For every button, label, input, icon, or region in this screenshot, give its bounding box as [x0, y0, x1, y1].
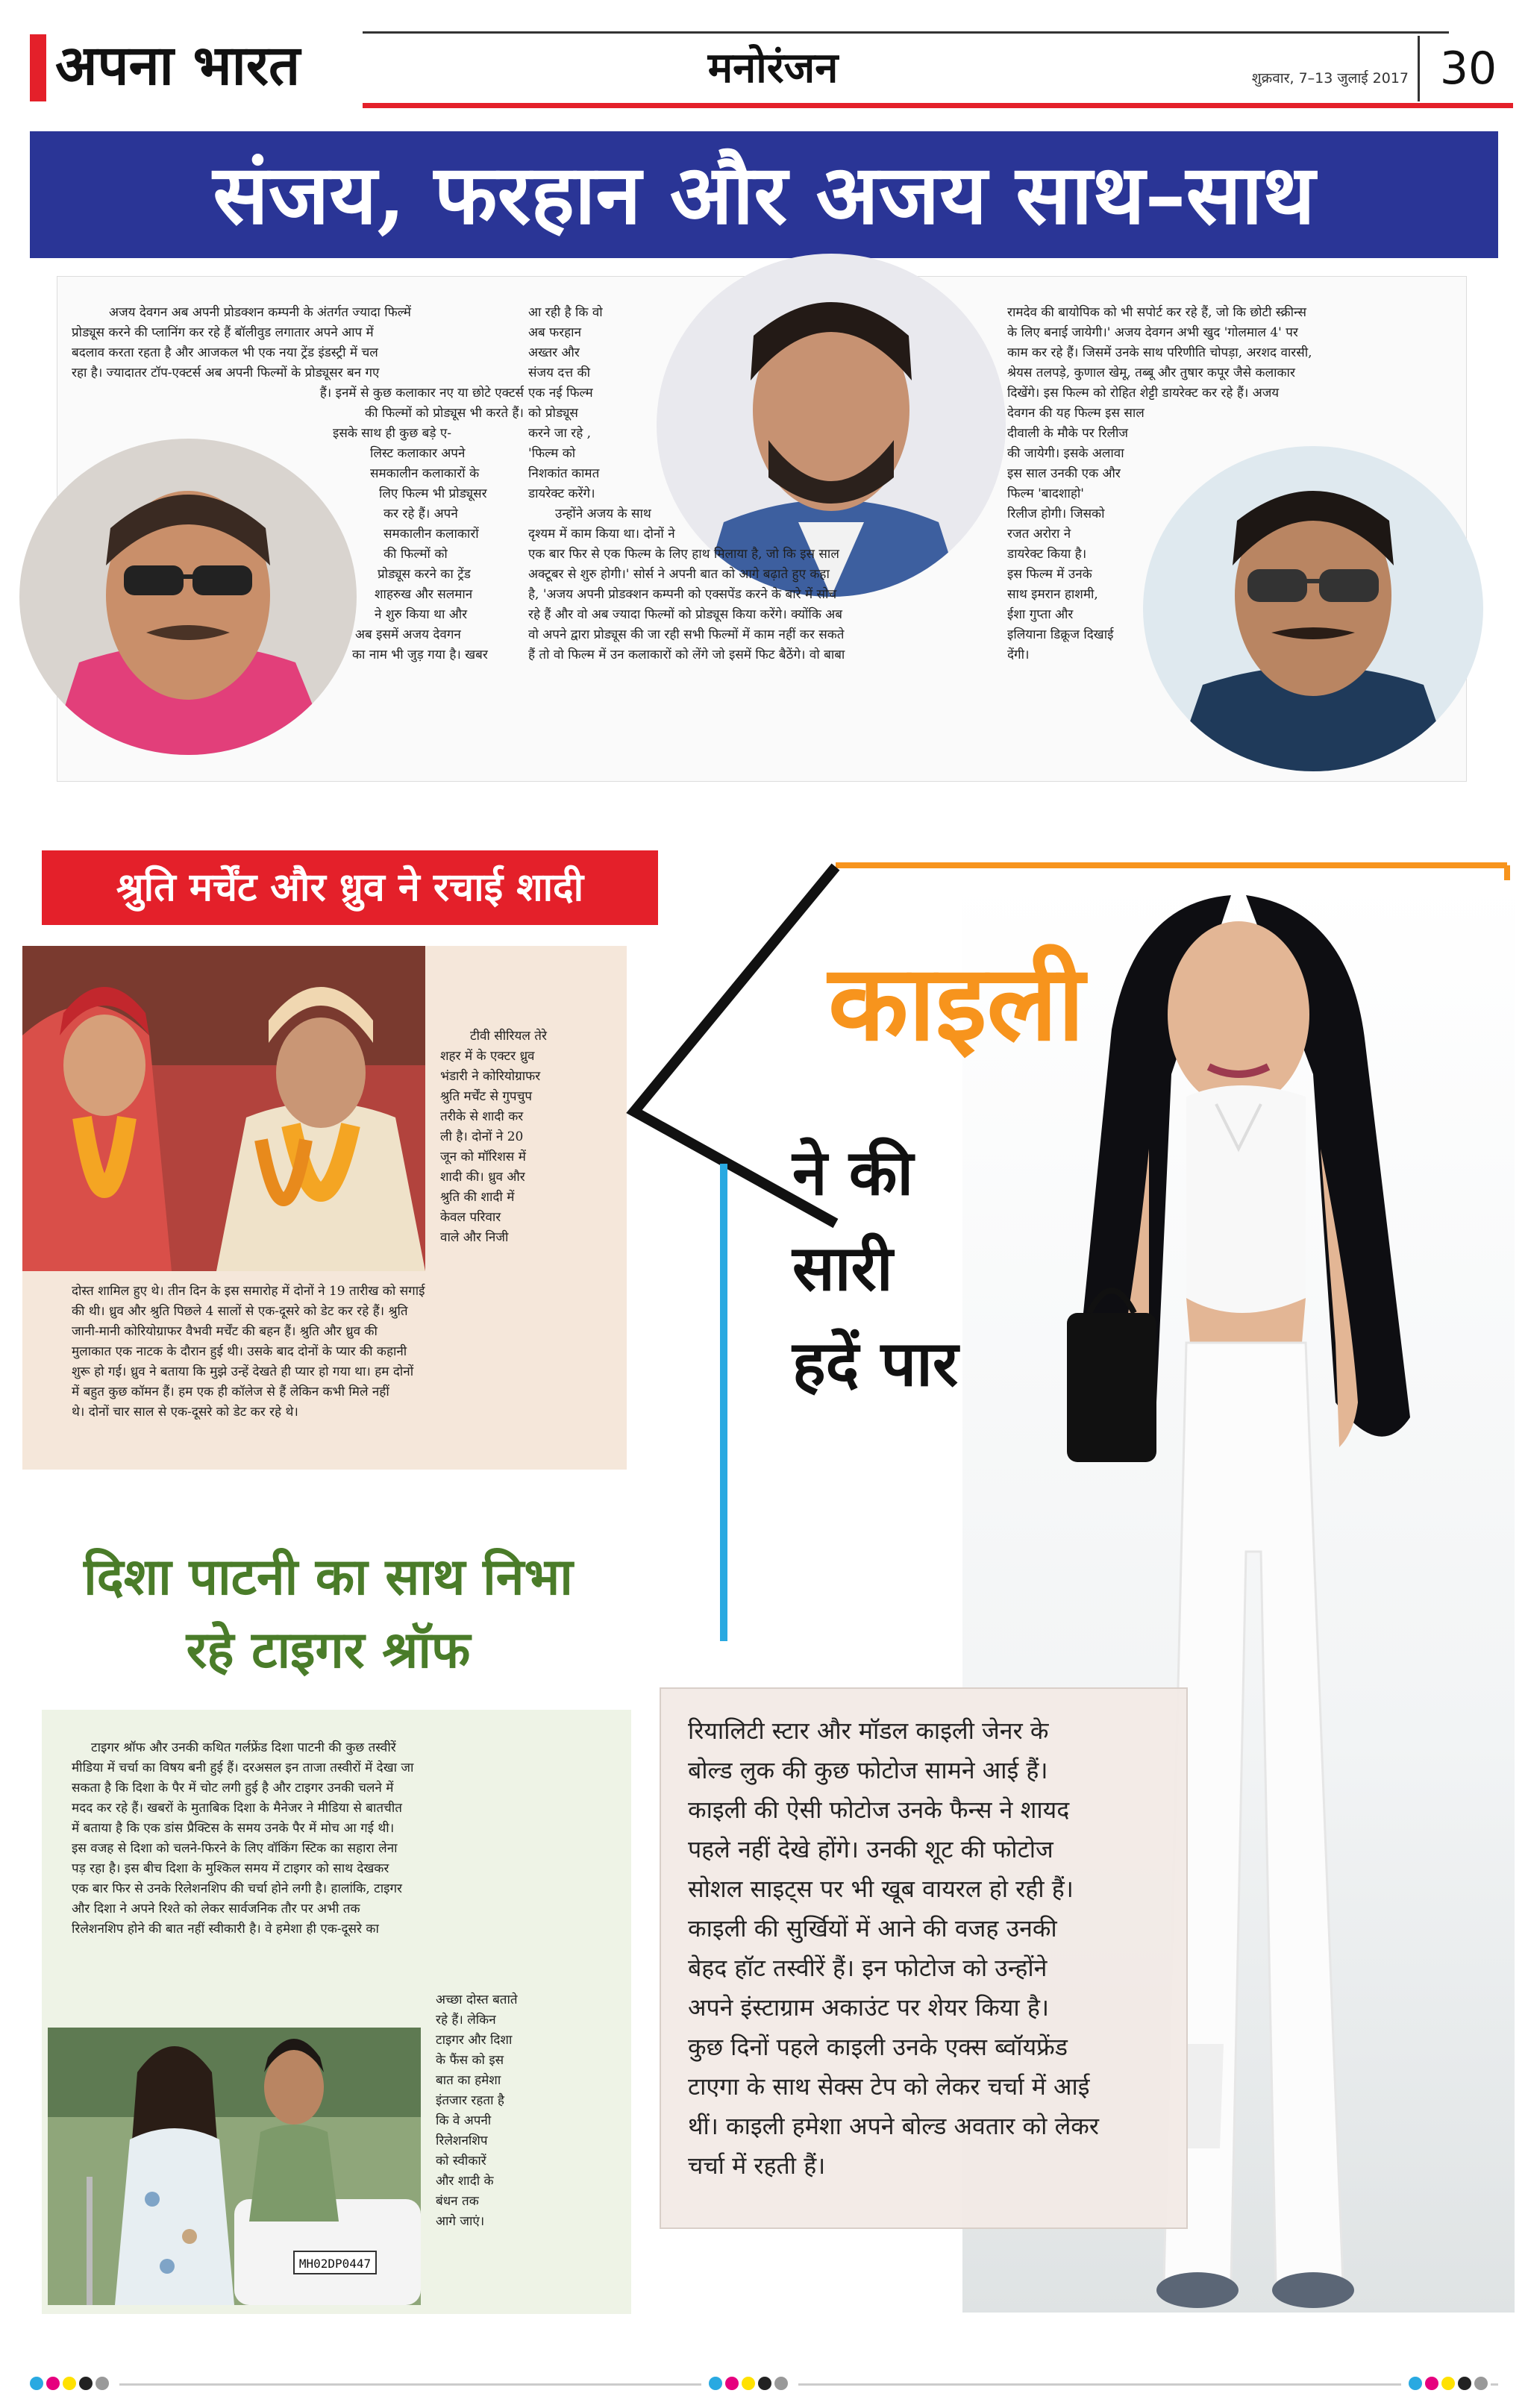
kylie-headline-big: काइली	[828, 942, 1085, 1065]
paper-name: अपना भारत	[55, 34, 301, 98]
main-col2-line: दृश्यम में काम किया था। दोनों ने	[528, 527, 675, 542]
main-col3-line: श्रेयस तलपड़े, कुणाल खेमू, तब्बू और तुषार कपूर जैसे कलाकार	[1007, 366, 1295, 380]
shruti-bottom-line: की थी। ध्रुव और श्रुति पिछले 4 सालों से एक-दूसरे को डेट कर रहे हैं। श्रुति	[72, 1304, 408, 1319]
disha-side-line: बात का हमेशा	[436, 2073, 501, 2088]
footer-dots-left	[30, 2377, 119, 2393]
color-dot	[1425, 2377, 1438, 2390]
color-dot	[725, 2377, 739, 2390]
main-col1-line: अजय देवगन अब अपनी प्रोडक्शन कम्पनी के अंतर्गत ज्यादा फिल्में	[109, 305, 411, 320]
main-col3-line: की जायेगी। इसके अलावा	[1007, 446, 1124, 461]
color-dot	[96, 2377, 109, 2390]
shruti-bottom-line: जानी-मानी कोरियोग्राफर वैभवी मर्चेंट की बहन हैं। श्रुति और ध्रुव की	[72, 1324, 378, 1339]
disha-line: एक बार फिर से उनके रिलेशनशिप की चर्चा होने लगी है। हालांकि, टाइगर	[72, 1881, 402, 1896]
shruti-side-line: ली है। दोनों ने 20	[440, 1129, 524, 1144]
disha-side-line: अच्छा दोस्त बताते	[436, 1992, 518, 2007]
disha-line: और दिशा ने अपने रिश्ते को लेकर सार्वजनिक तौर पर अभी तक	[72, 1901, 360, 1916]
main-col2-line: है, 'अजय अपनी प्रोडक्शन कम्पनी को एक्सपेंड करने के बारे में सोच	[528, 587, 837, 602]
main-col3-line: देवगन की यह फिल्म इस साल	[1007, 406, 1145, 421]
shruti-side-line: केवल परिवार	[440, 1210, 501, 1225]
shruti-bottom-line: दोस्त शामिल हुए थे। तीन दिन के इस समारोह में दोनों ने 19 तारीख को सगाई	[72, 1284, 425, 1299]
page-divider	[1418, 36, 1420, 101]
disha-side-line: टाइगर और दिशा	[436, 2033, 513, 2048]
color-dot	[758, 2377, 771, 2390]
main-col1-line: प्रोड्यूस करने की प्लानिंग कर रहे हैं बॉलीवुड लगातार अपने आप में	[72, 325, 374, 340]
disha-side-line: के फैंस को इस	[436, 2053, 504, 2068]
masthead-red-rule	[363, 103, 1513, 108]
main-col3-line: इस साल उनकी एक और	[1007, 466, 1121, 481]
shruti-side-line: तरीके से शादी कर	[440, 1109, 524, 1124]
footer-dots-center	[701, 2377, 798, 2393]
shruti-headline: श्रुति मर्चेंट और ध्रुव ने रचाई शादी	[116, 865, 584, 910]
color-dot	[30, 2377, 43, 2390]
shruti-side-line: श्रुति की शादी में	[440, 1190, 515, 1205]
main-headline: संजय, फरहान और अजय साथ–साथ	[213, 146, 1315, 242]
shruti-side-line: शादी की। ध्रुव और	[440, 1170, 525, 1185]
main-col1-line: समकालीन कलाकारों	[383, 527, 479, 542]
color-dot	[1409, 2377, 1422, 2390]
main-col3-line: रामदेव की बायोपिक को भी सपोर्ट कर रहे हैं, जो कि छोटी स्क्रीन्स	[1007, 305, 1306, 320]
shruti-bottom-line: थे। दोनों चार साल से एक-दूसरे को डेट कर रहे थे।	[72, 1405, 298, 1420]
main-col1-line: लिए फिल्म भी प्रोड्यूसर	[379, 486, 487, 501]
kylie-body-line: काइली की सुर्खियों में आने की वजह उनकी	[688, 1914, 1057, 1943]
color-dot	[1441, 2377, 1455, 2390]
main-col2-line: अख्तर और	[528, 345, 580, 360]
main-col2-line: संजय दत्त की	[528, 366, 591, 380]
kylie-body-line: पहले नहीं देखे होंगे। उनकी शूट की फोटोज	[688, 1835, 1053, 1863]
shruti-side-line: शहर में के एक्टर ध्रुव	[440, 1049, 535, 1064]
color-dot	[63, 2377, 76, 2390]
shruti-headline-banner	[42, 850, 658, 925]
main-col1-line: का नाम भी जुड़ गया है। खबर	[352, 648, 488, 662]
disha-side-text	[436, 1990, 585, 2232]
shruti-side-line: श्रुति मर्चेंट से गुपचुप	[440, 1089, 533, 1104]
main-col3-line: रजत अरोरा ने	[1007, 527, 1071, 542]
main-col3-line: डायरेक्ट किया है।	[1007, 547, 1087, 562]
main-col2-line: 'फिल्म को	[528, 446, 576, 461]
shruti-bottom-line: शुरू हो गई। ध्रुव ने बताया कि मुझे उन्हें देखते ही प्यार हो गया था। हम दोनों	[72, 1364, 414, 1379]
main-col2-line: हैं तो वो फिल्म में उन कलाकारों को लेंगे जो इसमें फिट बैठेंगे। वो बाबा	[528, 648, 845, 662]
footer-dots-right	[1401, 2377, 1491, 2393]
color-dot	[79, 2377, 93, 2390]
footer-bar	[30, 2377, 1498, 2393]
main-col1-line: ने शुरु किया था और	[375, 607, 468, 622]
main-col1	[72, 303, 524, 773]
disha-side-line: कि वे अपनी	[436, 2113, 492, 2128]
disha-line: मदद कर रहे हैं। खबरों के मुताबिक दिशा के मैनेजर ने मीडिया से बातचीत	[72, 1801, 402, 1816]
disha-headline-line2: रहे टाइगर श्रॉफ	[186, 1620, 471, 1680]
kylie-body-line: टाएगा के साथ सेक्स टेप को लेकर चर्चा में आई	[688, 2072, 1090, 2101]
main-col2-line: डायरेक्ट करेंगे।	[528, 486, 595, 501]
main-col1-line: की फिल्मों को	[383, 547, 448, 562]
main-col1-line: इसके साथ ही कुछ बड़े ए-	[333, 426, 452, 441]
main-col3-line: दीवाली के मौके पर रिलीज	[1007, 426, 1129, 441]
main-col1-line: की फिल्मों को प्रोड्यूस भी करते हैं।	[365, 406, 524, 421]
kylie-headline-line: सारी	[792, 1231, 893, 1305]
kylie-body-line: काइली की ऐसी फोटोज उनके फैन्स ने शायद	[688, 1796, 1070, 1824]
masthead-red-bar	[30, 34, 46, 101]
main-col1-line: हैं। इनमें से कुछ कलाकार नए या छोटे एक्टर्स	[319, 386, 524, 401]
main-col1-line: रहा है। ज्यादातर टॉप-एक्टर्स अब अपनी फिल्मों के प्रोड्यूसर बन गए	[72, 366, 380, 380]
disha-line: पड़ रहा है। इस बीच दिशा के मुश्किल समय में टाइगर को साथ देखकर	[72, 1861, 389, 1876]
main-col3-line: इलियाना डिक्रूज दिखाई	[1007, 627, 1114, 642]
main-col2-line: निशकांत कामत	[528, 466, 600, 481]
disha-side-line: और शादी के	[436, 2174, 494, 2189]
kylie-body-line: रियालिटी स्टार और मॉडल काइली जेनर के	[688, 1716, 1049, 1745]
main-col2-line: एक बार फिर से एक फिल्म के लिए हाथ मिलाया है, जो कि इस साल	[528, 547, 839, 562]
page-number: 30	[1439, 43, 1497, 95]
color-dot	[709, 2377, 722, 2390]
kylie-body-line: सोशल साइट्स पर भी खूब वायरल हो रही हैं।	[688, 1875, 1074, 1903]
disha-side-line: इंतजार रहता है	[436, 2093, 504, 2108]
main-col3-line: इस फिल्म में उनके	[1007, 567, 1092, 582]
shruti-side-line: जून को मॉरिशस में	[440, 1150, 526, 1164]
main-col1-line: बदलाव करता रहता है और आजकल भी एक नया ट्रेंड इंडस्ट्री में चल	[72, 345, 378, 360]
main-col3-line: साथ इमरान हाशमी,	[1007, 587, 1098, 602]
disha-full-text	[72, 1738, 586, 1940]
shruti-side-text	[440, 1026, 589, 1248]
main-col2-line: करने जा रहे ,	[528, 426, 592, 441]
section-title: मनोरंजन	[707, 43, 839, 93]
main-col1-line: प्रोड्यूस करने का ट्रेंड	[378, 567, 471, 582]
kylie-body-line: बोल्ड लुक की कुछ फोटोज सामने आई हैं।	[688, 1756, 1048, 1784]
main-col1-line: शाहरुख और सलमान	[375, 587, 473, 602]
disha-line: मीडिया में चर्चा का विषय बनी हुई हैं। दरअसल इन ताजा तस्वीरों में देखा जा	[72, 1760, 414, 1775]
kylie-headline-line: ने की	[792, 1135, 914, 1209]
main-col2-line: अब फरहान	[528, 325, 582, 340]
main-col2-line: आ रही है कि वो	[528, 305, 603, 320]
shruti-bottom-line: मुलाकात एक नाटक के दौरान हुई थी। उसके बाद दोनों के प्यार की कहानी	[72, 1344, 407, 1359]
main-col3	[1007, 303, 1447, 773]
masthead	[0, 0, 1528, 112]
main-col2-line: वो अपने द्वारा प्रोड्यूस की जा रही सभी फिल्मों में काम नहीं कर सकते	[528, 627, 845, 642]
main-col1-line: लिस्ट कलाकार अपने	[370, 446, 466, 461]
disha-headline-line1: दिशा पाटनी का साथ निभा	[84, 1547, 573, 1607]
main-col3-line: ईशा गुप्ता और	[1007, 607, 1074, 622]
issue-date: शुक्रवार, 7–13 जुलाई 2017	[1251, 70, 1409, 87]
main-col2	[528, 303, 1003, 773]
main-col3-line: देंगी।	[1007, 648, 1030, 662]
color-dot	[1458, 2377, 1471, 2390]
kylie-text-box	[660, 1687, 1188, 2229]
disha-line: में बताया है कि एक डांस प्रैक्टिस के समय उनके पैर में मोच आ गई थी।	[72, 1821, 395, 1836]
main-col1-line: समकालीन कलाकारों के	[370, 466, 480, 481]
main-col3-line: के लिए बनाई जायेगी।' अजय देवगन अभी खुद 'गोलमाल 4' पर	[1007, 325, 1298, 340]
shruti-dhruv-wedding-photo	[22, 946, 425, 1271]
color-dot	[46, 2377, 60, 2390]
disha-line: टाइगर श्रॉफ और उनकी कथित गर्लफ्रेंड दिशा पाटनी की कुछ तस्वीरें	[91, 1740, 396, 1755]
disha-line: इस वजह से दिशा को चलने-फिरने के लिए वॉकिंग स्टिक का सहारा लेना	[72, 1841, 398, 1856]
main-col2-line: एक नई फिल्म	[528, 386, 593, 401]
disha-line: सकता है कि दिशा के पैर में चोट लगी हुई है और टाइगर उनकी चलने में	[72, 1781, 394, 1796]
kylie-body-line: कुछ दिनों पहले काइली उनके एक्स ब्वॉयफ्रेंड	[688, 2033, 1068, 2061]
disha-side-line: को स्वीकारें	[436, 2154, 486, 2169]
kylie-body-line: चर्चा में रहती हैं।	[688, 2151, 826, 2180]
shruti-side-line: वाले और निजी	[440, 1230, 509, 1245]
disha-side-line: बंधन तक	[436, 2194, 479, 2209]
shruti-side-line: टीवी सीरियल तेरे	[470, 1029, 547, 1044]
color-dot	[1474, 2377, 1488, 2390]
disha-side-line: रहे हैं। लेकिन	[436, 2013, 496, 2028]
main-col1-line: अब इसमें अजय देवगन	[355, 627, 461, 642]
tiger-disha-photo	[48, 2028, 421, 2305]
kylie-headline-rest	[792, 1125, 1031, 1411]
disha-side-line: आगे जाएं।	[436, 2214, 485, 2229]
kylie-headline-line: हदें पार	[792, 1326, 959, 1400]
disha-side-line: रिलेशनशिप	[436, 2133, 488, 2148]
shruti-bottom-text	[72, 1282, 586, 1423]
kylie-body-line: थीं। काइली हमेशा अपने बोल्ड अवतार को लेकर	[688, 2112, 1099, 2140]
main-headline-banner	[30, 131, 1498, 258]
disha-line: रिलेशनशिप होने की बात नहीं स्वीकारी है। वे हमेशा ही एक-दूसरे का	[72, 1922, 379, 1937]
main-col3-line: फिल्म 'बादशाहो'	[1007, 486, 1084, 501]
main-col2-line: अक्टूबर से शुरु होगी।' सोर्स ने अपनी बात को आगे बढ़ाते हुए कहा	[528, 567, 830, 582]
main-col3-line: काम कर रहे हैं। जिसमें उनके साथ परिणीति चोपड़ा, अरशद वारसी,	[1007, 345, 1312, 360]
car-plate-text: MH02DP0447	[298, 2257, 372, 2271]
main-col2-line: रहे हैं और वो अब ज्यादा फिल्मों को प्रोड्यूस किया करेंगे। क्योंकि अब	[528, 607, 842, 622]
main-col2-line: को प्रोड्यूस	[528, 406, 578, 421]
main-col2-line: उन्होंने अजय के साथ	[555, 507, 651, 521]
main-col3-line: रिलीज होगी। जिसको	[1007, 507, 1105, 521]
main-col1-line: कर रहे हैं। अपने	[383, 507, 458, 521]
kylie-body-line: बेहद हॉट तस्वीरें हैं। इन फोटोज को उन्होंने	[688, 1954, 1048, 1982]
kylie-body-line: अपने इंस्टाग्राम अकाउंट पर शेयर किया है।	[688, 1993, 1049, 2022]
masthead-top-rule	[363, 31, 1449, 34]
color-dot	[774, 2377, 788, 2390]
color-dot	[742, 2377, 755, 2390]
shruti-side-line: भंडारी ने कोरियोग्राफर	[440, 1069, 541, 1084]
shruti-bottom-line: में बहुत कुछ कॉमन हैं। हम एक ही कॉलेज से हैं लेकिन कभी मिले नहीं	[72, 1385, 389, 1399]
main-col3-line: दिखेंगे। इस फिल्म को रोहित शेट्टी डायरेक्ट कर रहे हैं। अजय	[1007, 386, 1280, 401]
